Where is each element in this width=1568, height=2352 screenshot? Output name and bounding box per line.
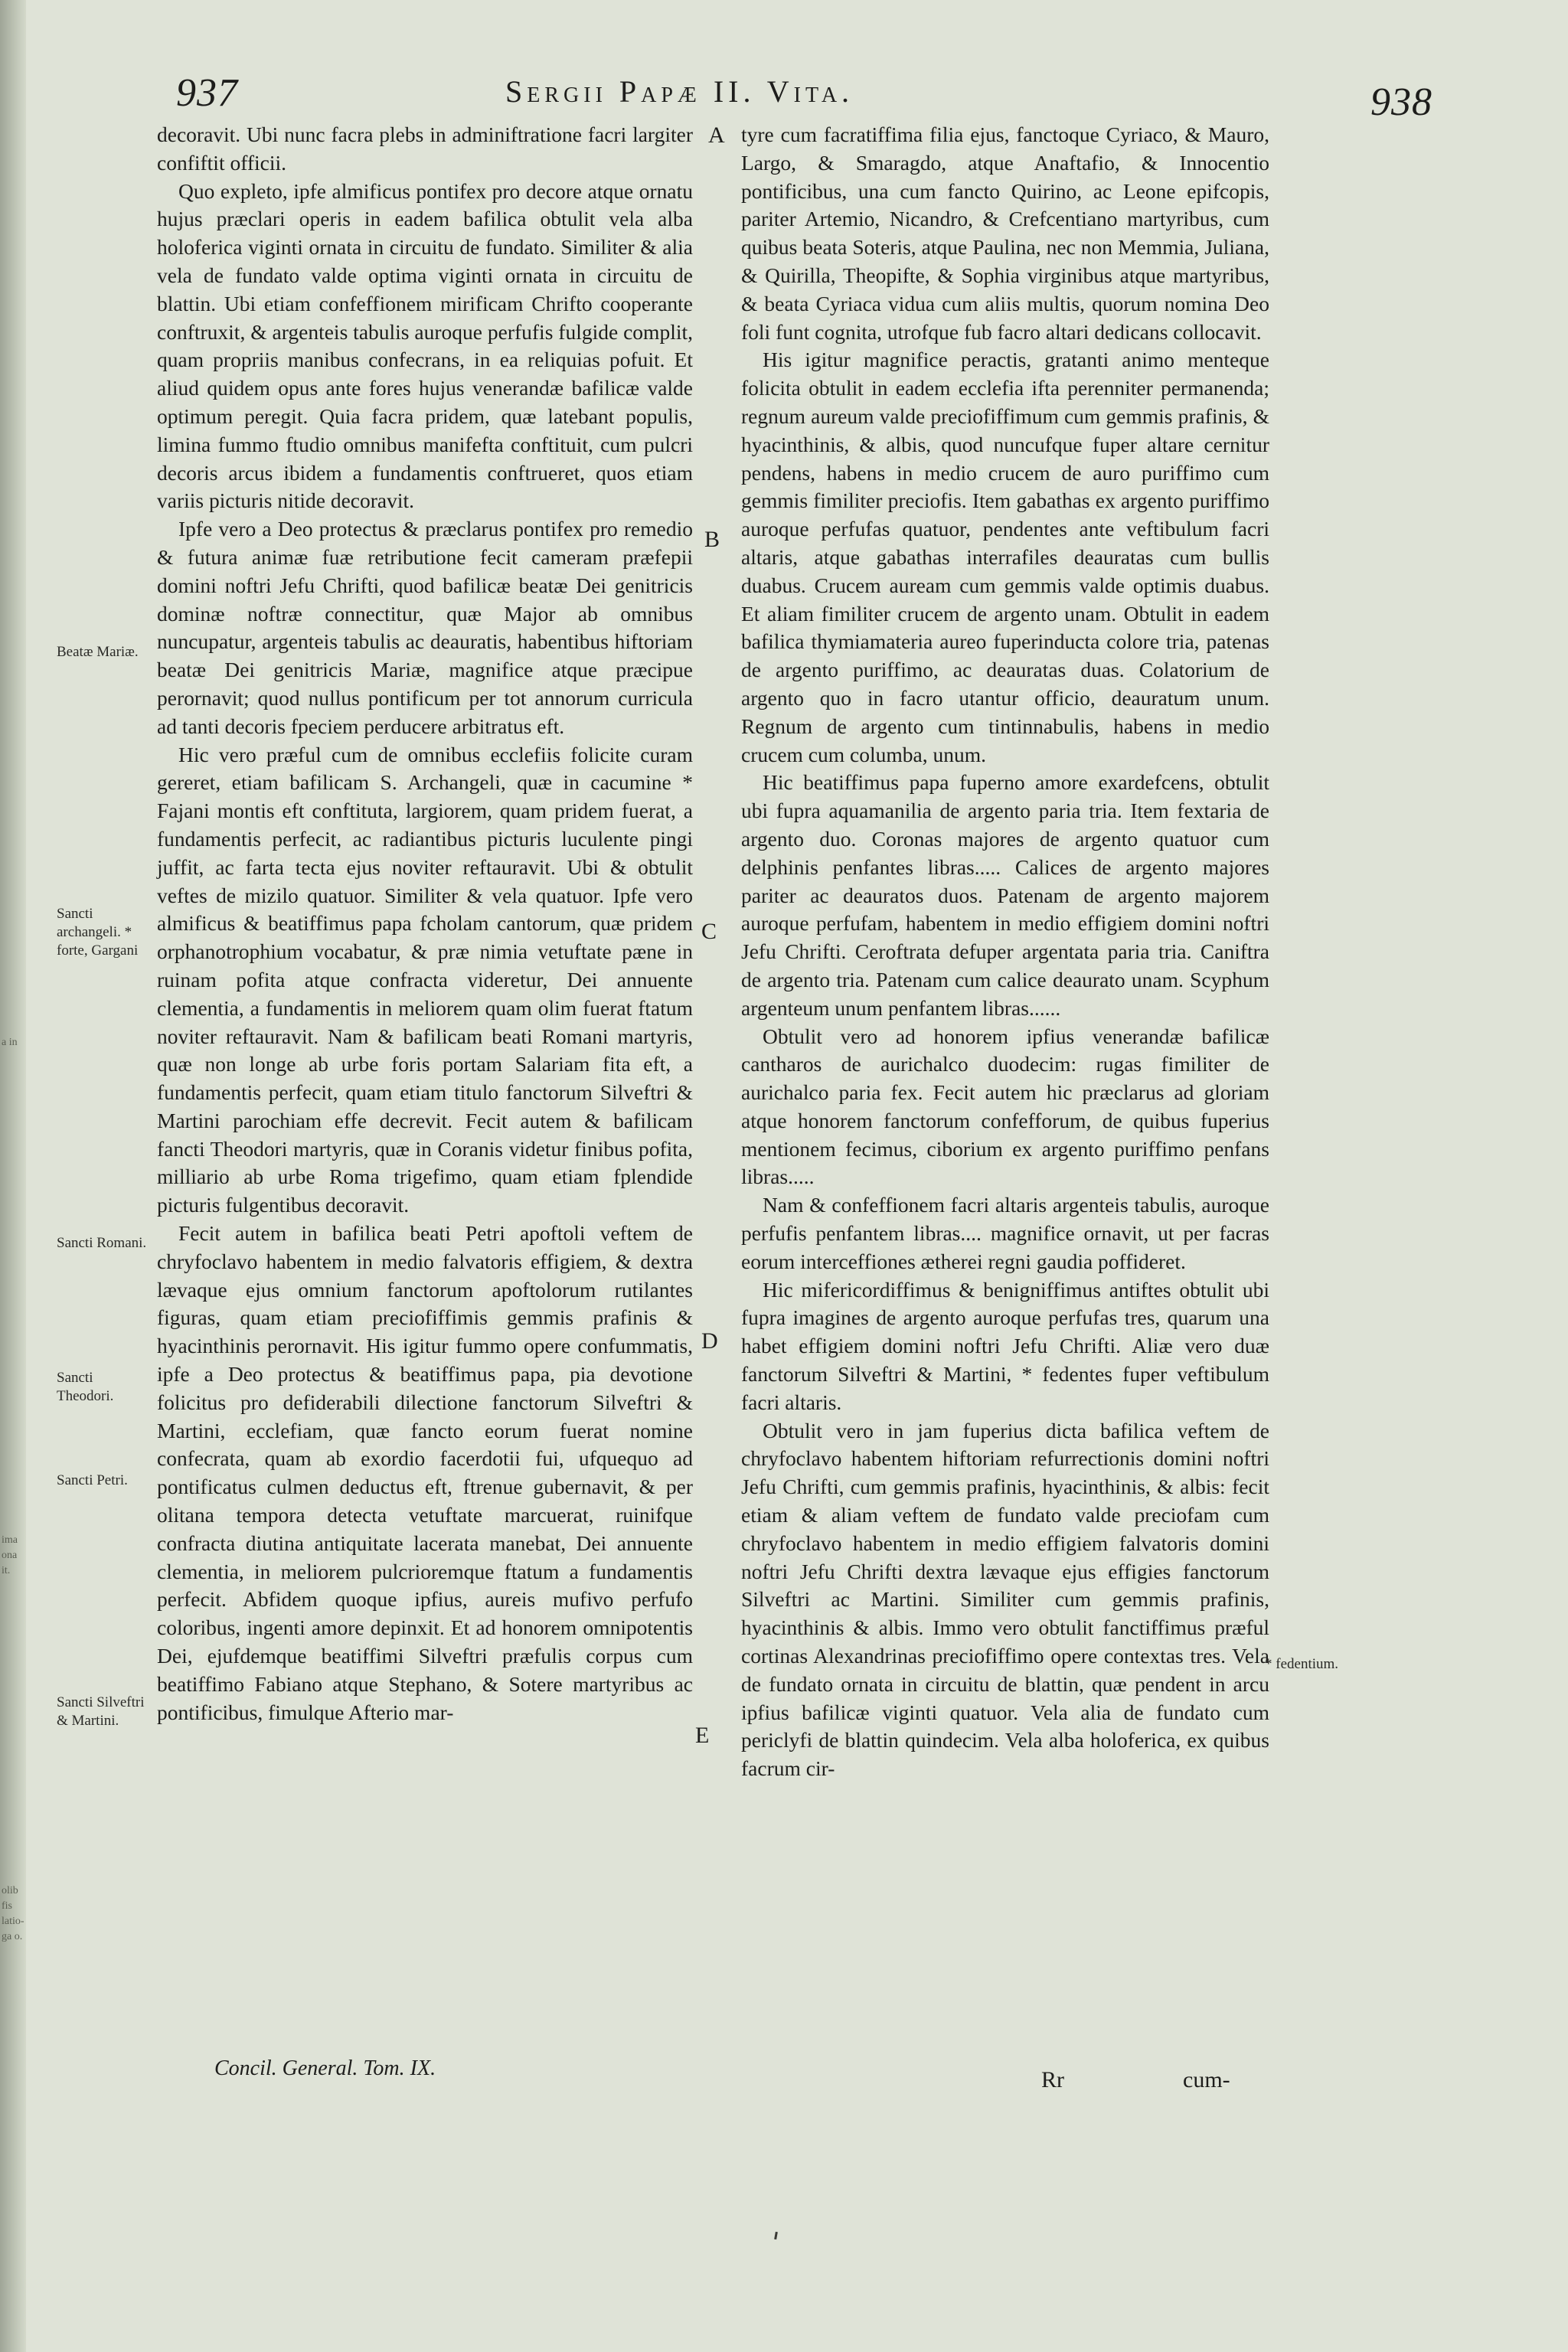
paragraph: decoravit. Ubi nunc facra plebs in adminiftratione facri largiter confiftit officii.	[157, 122, 693, 175]
margin-note: Sancti archangeli. * forte, Gargani	[57, 906, 139, 959]
edge-text-fragment: a in	[2, 1037, 18, 1048]
footer-volume-line: Concil. General. Tom. IX.	[214, 2056, 436, 2080]
paragraph: Ipfe vero a Deo protectus & præclarus pontifex pro remedio & futura animæ fuæ retributione fecit cameram præfepii domini noftri Jefu Chrifti, quod bafilicæ beatæ Dei genitricis dominæ noftræ connectitur, quæ Major ab omnibus nuncupatur, argenteis tabulis ac deauratis, habentibus hiftoriam beatæ Dei genitricis Mariæ, magnifice atque præcipue perornavit; quod nullus pontificum per tot annorum curricula ad tanti decoris fpeciem perducere arbitratus eft.	[157, 517, 693, 738]
catchword: cum-	[1183, 2067, 1230, 2092]
paragraph: Quo expleto, ipfe almificus pontifex pro decore atque ornatu hujus præclari operis in eadem bafilica obtulit vela alba holoferica viginti ornata in circuitu de fundato. Similiter & alia vela de fundato valde optima viginti ornata in circuitu de blattin. Ubi etiam confeffionem mirificam Chrifto cooperante conftruxit, & argenteis tabulis auroque perfufis fulgide complit, quam propriis manibus confecrans, in ea reliquias pofuit. Et aliud quidem opus ante fores hujus venerandæ bafilicæ valde optimum peregit. Quia facra pridem, quæ latebant populis, limina fummo ftudio omnibus manifefta conftituit, cum pulcri decoris arcus ibidem a fundamentis conftrueret, quos etiam variis picturis nitide decoravit.	[157, 178, 693, 513]
section-marker-c: C	[701, 919, 717, 944]
page-number-left: 937	[176, 71, 238, 115]
paragraph: Obtulit vero ad honorem ipfius venerandæ bafilicæ cantharos de aurichalco duodecim: rugas fimiliter de aurichalco paria fex. Fecit autem hic præclarus ad gloriam atque honorem fanctorum confefforum, de quibus fuperius mentionem fecimus, ciborium ex argento puriffimo penfans libras.....	[741, 1024, 1269, 1189]
margin-note: Beatæ Mariæ.	[57, 644, 139, 660]
margin-note: * fedentium.	[1265, 1656, 1339, 1672]
binding-gutter	[0, 0, 26, 2352]
margin-note: Sancti Petri.	[57, 1472, 128, 1488]
paragraph: Hic mifericordiffimus & benigniffimus antiftes obtulit ubi fupra imagines de argento auroque perfufas tres, quarum una habet effigiem domini noftri Jefu Chrifti. Aliæ vero duæ fanctorum Silveftri & Martini, * fedentes fuper veftibulum facri altaris.	[741, 1277, 1269, 1414]
paragraph: Hic vero præful cum de omnibus ecclefiis folicite curam gereret, etiam bafilicam S. Archangeli, quæ in cacumine * Fajani montis eft conftituta, largiorem, quam pridem fuerat, a fundamentis perfecit, ac radiantibus picturis luculente pingi juffit, ac farta tecta ejus noviter reftauravit. Ubi & obtulit veftes de mizilo quatuor. Similiter & vela quatuor. Ipfe vero almificus & beatiffimus papa fcholam cantorum, quæ pridem orphanotrophium vocabatur, & præ nimia vetuftate pæne in ruinam pofita atque confracta videretur, Dei annuente clementia, a fundamentis in meliorem quam olim fuerat ftatum noviter reftauravit. Nam & bafilicam beati Romani martyris, quæ non longe ab urbe foris portam Salariam fita eft, a fundamentis perfecit, quam etiam titulo fanctorum Silveftri & Martini parochiam effe decrevit. Fecit autem & bafilicam fancti Theodori martyris, quæ in Coranis videtur finibus pofita, milliario ab urbe Roma trigefimo, quam etiam fplendide picturis fulgentibus decoravit.	[157, 742, 693, 1217]
signature-mark: Rr	[1041, 2067, 1064, 2092]
section-marker-e: E	[695, 1723, 710, 1748]
left-text-column	[157, 121, 693, 1726]
paragraph: His igitur magnifice peractis, gratanti animo menteque folicita obtulit in eadem ecclefia ifta perenniter permanenda; regnum aureum valde preciofiffimum cum gemmis prafinis, & hyacinthinis, & albis, quod nuncufque fuper altare cernitur pendens, habens in medio crucem de auro puriffimo cum gemmis fimiliter preciofis. Item gabathas ex argento puriffimo auroque perfufas quatuor, pendentes ante veftibulum facri altaris, atque gabathas interrafiles deauratas cum bullis duabus. Crucem auream cum gemmis valde optimis duabus. Et aliam fimiliter crucem de argento unam. Obtulit in eadem bafilica thymiamateria aureo fuperinducta colore tria, patenas de argento puriffimo, ac deauratas duas. Colatorium de argento quo in facro utantur officio, deauratum unum. Regnum de argento cum tintinnabulis, habens in medio crucem cum columba, unum.	[741, 348, 1269, 766]
paragraph: Fecit autem in bafilica beati Petri apoftoli veftem de chryfoclavo habentem in medio falvatoris effigiem, & dextra lævaque ejus omnium fanctorum apoftolorum rutilantes figuras, quam etiam preciofiffimis gemmis prafinis & hyacinthinis perornavit. His igitur fummo opere confummatis, ipfe a Deo protectus & beatiffimus papa, pia devotione folicitus pro defiderabili dilectione fanctorum Silveftri & Martini, ecclefiam, quæ fancto eorum fuerat nomine confecrata, quam ab exordio facerdotii fui, ufquequo ad pontificatus culmen deductus eft, ftrenue gubernavit, & per olitana tempora detecta vetuftate marcuerat, ruinifque confracta diutina antiquitate lacerata manebat, Dei annuente clementia, in meliorem pulcrioremque ftatum a fundamentis perfecit. Abfidem quoque ipfius, aureis mufivo perfufo coloribus, ingenti amore depinxit. Et ad honorem omnipotentis Dei, ejufdemque beatiffimi Silveftri præfulis corpus cum beatiffimo Fabiano atque Stephano, & Sotere martyribus ac pontificibus, fimulque Afterio mar-	[157, 1221, 693, 1724]
paragraph: Nam & confeffionem facri altaris argenteis tabulis, auroque perfufis penfantem libras.... magnifice ornavit, ut per facras eorum interceffiones ætherei regni gaudia poffideret.	[741, 1193, 1269, 1273]
right-text-column	[741, 121, 1269, 1783]
section-marker-d: D	[701, 1328, 718, 1354]
paragraph: Obtulit vero in jam fuperius dicta bafilica veftem de chryfoclavo habentem hiftoriam refurrectionis domini noftri Jefu Chrifti, cum gemmis prafinis, hyacinthinis, & albis: fecit etiam & aliam veftem de fundato valde preciofam cum chryfoclavo habentem in medio effigiem falvatoris domini noftri Jefu Chrifti dextra lævaque ejus effigies fanctorum Silveftri ac Martini. Similiter cum gemmis prafinis, hyacinthinis & albis. Immo vero obtulit fanctiffimus præful cortinas Alexandrinas preciofiffimo opere contextas tres. Vela de fundato ornata in circuitu de blattin, quæ pendent in arcu ipfius bafilicæ viginti quatuor. Vela alia de fundato cum periclyfi de blattin quindecim. Vela alba holoferica, ex quibus facrum cir-	[741, 1418, 1269, 1781]
running-title: Sergii Papæ II. Vita.	[505, 74, 854, 109]
edge-text-fragment: ima ona it.	[2, 1534, 18, 1576]
section-marker-a: A	[708, 122, 725, 148]
paragraph: Hic beatiffimus papa fuperno amore exardefcens, obtulit ubi fupra aquamanilia de argento paria tria. Item fextaria de argento duo. Coronas majores de argento quatuor cum delphinis penfantes libras..... Calices de argento majores pariter ac deauratos duos. Patenam de argento majorem auroque perfufam, habentem in medio effigiem domini noftri Jefu Chrifti. Ceroftrata defuper argentata paria tria. Caniftra de argento tria. Patenam cum calice deaurato unam. Scyphum argenteum unum penfantem libras......	[741, 770, 1269, 1020]
paragraph: tyre cum facratiffima filia ejus, fanctoque Cyriaco, & Mauro, Largo, & Smaragdo, atque Anaftafio, & Innocentio pontificibus, una cum fancto Quirino, ac Leone epifcopis, pariter Artemio, Nicandro, & Crefcentiano martyribus, cum quibus beata Soteris, atque Paulina, nec non Memmia, Juliana, & Quirilla, Theopifte, & Sophia virginibus atque martyribus, & beata Cyriaca vidua cum aliis multis, quorum nomina Deo foli funt cognita, utrofque fub facro altari dedicans collocavit.	[741, 122, 1269, 344]
margin-note: Sancti Romani.	[57, 1235, 147, 1251]
margin-note: Sancti Theodori.	[57, 1370, 114, 1404]
margin-note: Sancti Silveftri & Martini.	[57, 1694, 145, 1729]
section-marker-b: B	[704, 527, 720, 552]
page-number-right: 938	[1370, 80, 1432, 124]
edge-text-fragment: olib fis latio- ga o.	[2, 1885, 24, 1942]
